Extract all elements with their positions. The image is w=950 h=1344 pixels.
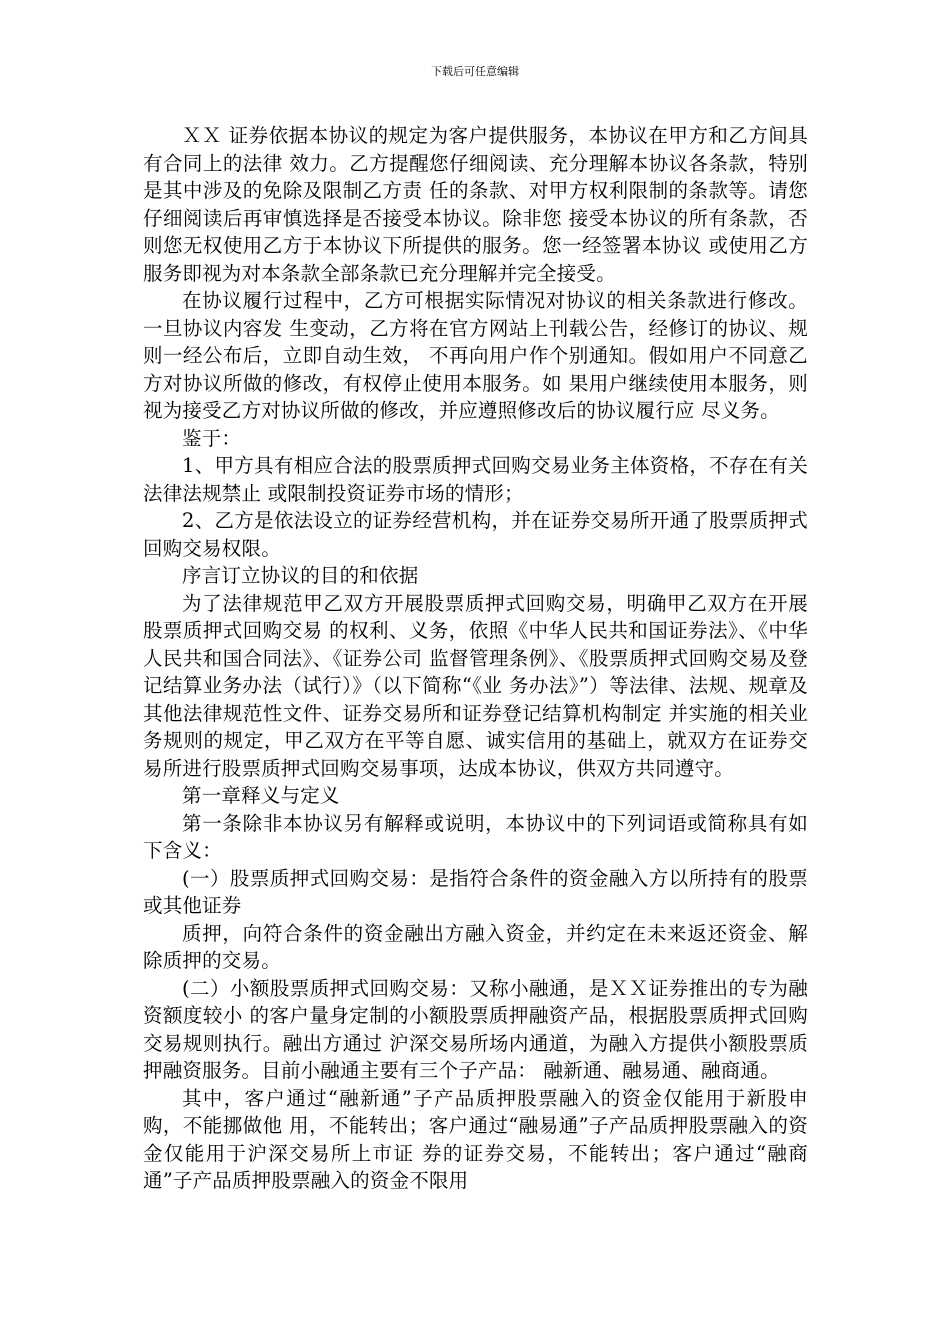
paragraph-whereas-2: 2、乙方是依法设立的证券经营机构，并在证券交易所开通了股票质押式回购交易权限。 xyxy=(143,509,808,560)
paragraph-definition-1: (一）股票质押式回购交易：是指符合条件的资金融入方以所持有的股票或其他证券 xyxy=(143,866,808,917)
paragraph-whereas: 鉴于： xyxy=(182,426,242,450)
paragraph-definition-1-cont: 质押，向符合条件的资金融出方融入资金，并约定在未来返还资金、解除质押的交易。 xyxy=(143,921,808,972)
paragraph-intro: ＸＸ 证券依据本协议的规定为客户提供服务，本协议在甲方和乙方间具有合同上的法律 效力。乙方提醒您仔细阅读、充分理解本协议各条款，特别是其中涉及的免除及限制乙方责 任的条款、对甲方权利限制的条款等。请您仔细阅读后再审慎选择是否接受本协议。除非您 接受本协议的所有条款，否则您无权使用乙方于本协议下所提供的服务。您一经签署本协议 或使用乙方服务即视为对本条款全部条款已充分理解并完全接受。 xyxy=(143,124,808,285)
paragraph-article-1: 第一条除非本协议另有解释或说明，本协议中的下列词语或简称具有如下含义： xyxy=(143,811,808,862)
paragraph-sub-products: 其中，客户通过“融新通”子产品质押股票融入的资金仅能用于新股申购，不能挪做他 用，不能转出；客户通过“融易通”子产品质押股票融入的资金仅能用于沪深交易所上市证 券的证券交易，不能转出；客户通过“融商通”子产品质押股票融入的资金不限用 xyxy=(143,1086,808,1192)
section-heading-preface: 序言订立协议的目的和依据 xyxy=(182,564,419,587)
page-header: 下载后可任意编辑 xyxy=(431,65,519,78)
document-body xyxy=(143,122,808,1195)
paragraph-amendment: 在协议履行过程中，乙方可根据实际情况对协议的相关条款进行修改。一旦协议内容发 生变动，乙方将在官方网站上刊载公告，经修订的协议、规则一经公布后，立即自动生效， 不再向用户作个别通知。假如用户不同意乙方对协议所做的修改，有权停止使用本服务。如 果用户继续使用本服务，则视为接受乙方对协议所做的修改，并应遵照修改后的协议履行应 尽义务。 xyxy=(143,289,808,422)
paragraph-definition-2: (二）小额股票质押式回购交易：又称小融通，是ＸＸ证券推出的专为融资额度较小 的客户量身定制的小额股票质押融资产品，根据股票质押式回购交易规则执行。融出方通过 沪深交易所场内通道，为融入方提供小额股票质押融资服务。目前小融通主要有三个子产品： 融新通、融易通、融商通。 xyxy=(143,976,808,1082)
paragraph-whereas-1: 1、甲方具有相应合法的股票质押式回购交易业务主体资格，不存在有关法律法规禁止 或限制投资证券市场的情形； xyxy=(143,454,808,505)
paragraph-purpose: 为了法律规范甲乙双方开展股票质押式回购交易，明确甲乙双方在开展股票质押式回购交易 的权利、义务，依照《中华人民共和国证券法》、《中华人民共和国合同法》、《证券公司 监督管理条例》、《股票质押式回购交易及登记结算业务办法（试行）》（以下简称“《业 务办法》”）等法律、法规、规章及其他法律规范性文件、证券交易所和证券登记结算机构制定 并实施的相关业务规则的规定，甲乙双方在平等自愿、诚实信用的基础上，就双方在证券交 易所进行股票质押式回购交易事项，达成本协议，供双方共同遵守。 xyxy=(143,591,808,780)
chapter-heading-definitions: 第一章释义与定义 xyxy=(182,784,340,807)
